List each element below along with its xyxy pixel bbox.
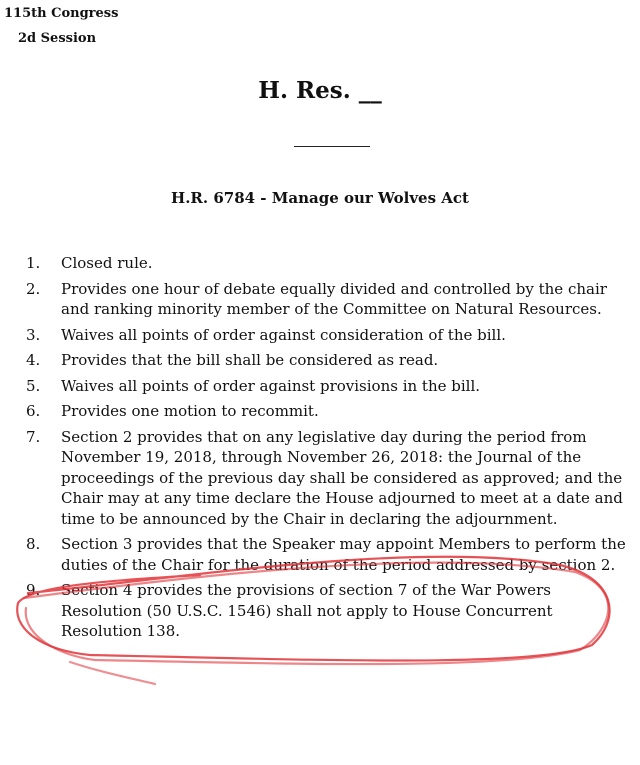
provision-item <box>26 350 636 371</box>
provision-item <box>26 279 636 320</box>
provision-text: Section 2 provides that on any legislative day during the period from November 19, 2018, through November 26, 2018: the Journal of the proceedings of the previous day shall be considered as approved; and the Chair may at any time declare the House adjourned to meet at a date and time to be announced by the Chair in declaring the adjournment. <box>61 427 623 528</box>
provision-number: 9. <box>26 581 41 599</box>
provision-text: Provides that the bill shall be considered as read. <box>61 351 439 369</box>
provision-text: Waives all points of order against consideration of the bill. <box>61 325 506 344</box>
title-divider <box>294 146 370 147</box>
provision-number: 7. <box>26 427 41 446</box>
provision-item <box>26 401 636 422</box>
annotation-stroke <box>70 662 155 684</box>
provision-text: Provides one hour of debate equally divided and controlled by the chair and ranking minority member of the Committee on Natural Resources. <box>61 279 607 318</box>
provision-text: Closed rule. <box>61 254 153 272</box>
provision-number: 5. <box>26 376 41 395</box>
provision-number: 1. <box>26 254 41 272</box>
provision-item <box>26 534 636 575</box>
provision-number: 2. <box>26 279 41 298</box>
provision-number: 8. <box>26 535 41 553</box>
provision-item <box>26 427 636 530</box>
provision-text: Waives all points of order against provisions in the bill. <box>61 376 481 395</box>
bill-name: H.R. 6784 - Manage our Wolves Act <box>171 189 469 207</box>
provision-text: Section 3 provides that the Speaker may appoint Members to perform the duties of the Chair for the duration of the period addressed by section 2. <box>61 535 626 574</box>
provision-item <box>26 580 636 642</box>
provision-number: 4. <box>26 351 41 369</box>
provision-item <box>26 325 636 346</box>
provision-item <box>26 253 636 274</box>
provision-number: 3. <box>26 325 41 344</box>
provision-text: Provides one motion to recommit. <box>61 402 319 420</box>
provision-number: 6. <box>26 402 41 420</box>
congress-label: 115th Congress <box>4 6 119 21</box>
provisions-list <box>26 253 636 647</box>
session-label: 2d Session <box>18 31 97 46</box>
provision-item <box>26 376 636 397</box>
provision-text: Section 4 provides the provisions of section 7 of the War Powers Resolution (50 U.S.C. 1546) shall not apply to House Concurrent Resolution 138. <box>61 581 553 640</box>
resolution-title: H. Res. __ <box>258 77 382 104</box>
